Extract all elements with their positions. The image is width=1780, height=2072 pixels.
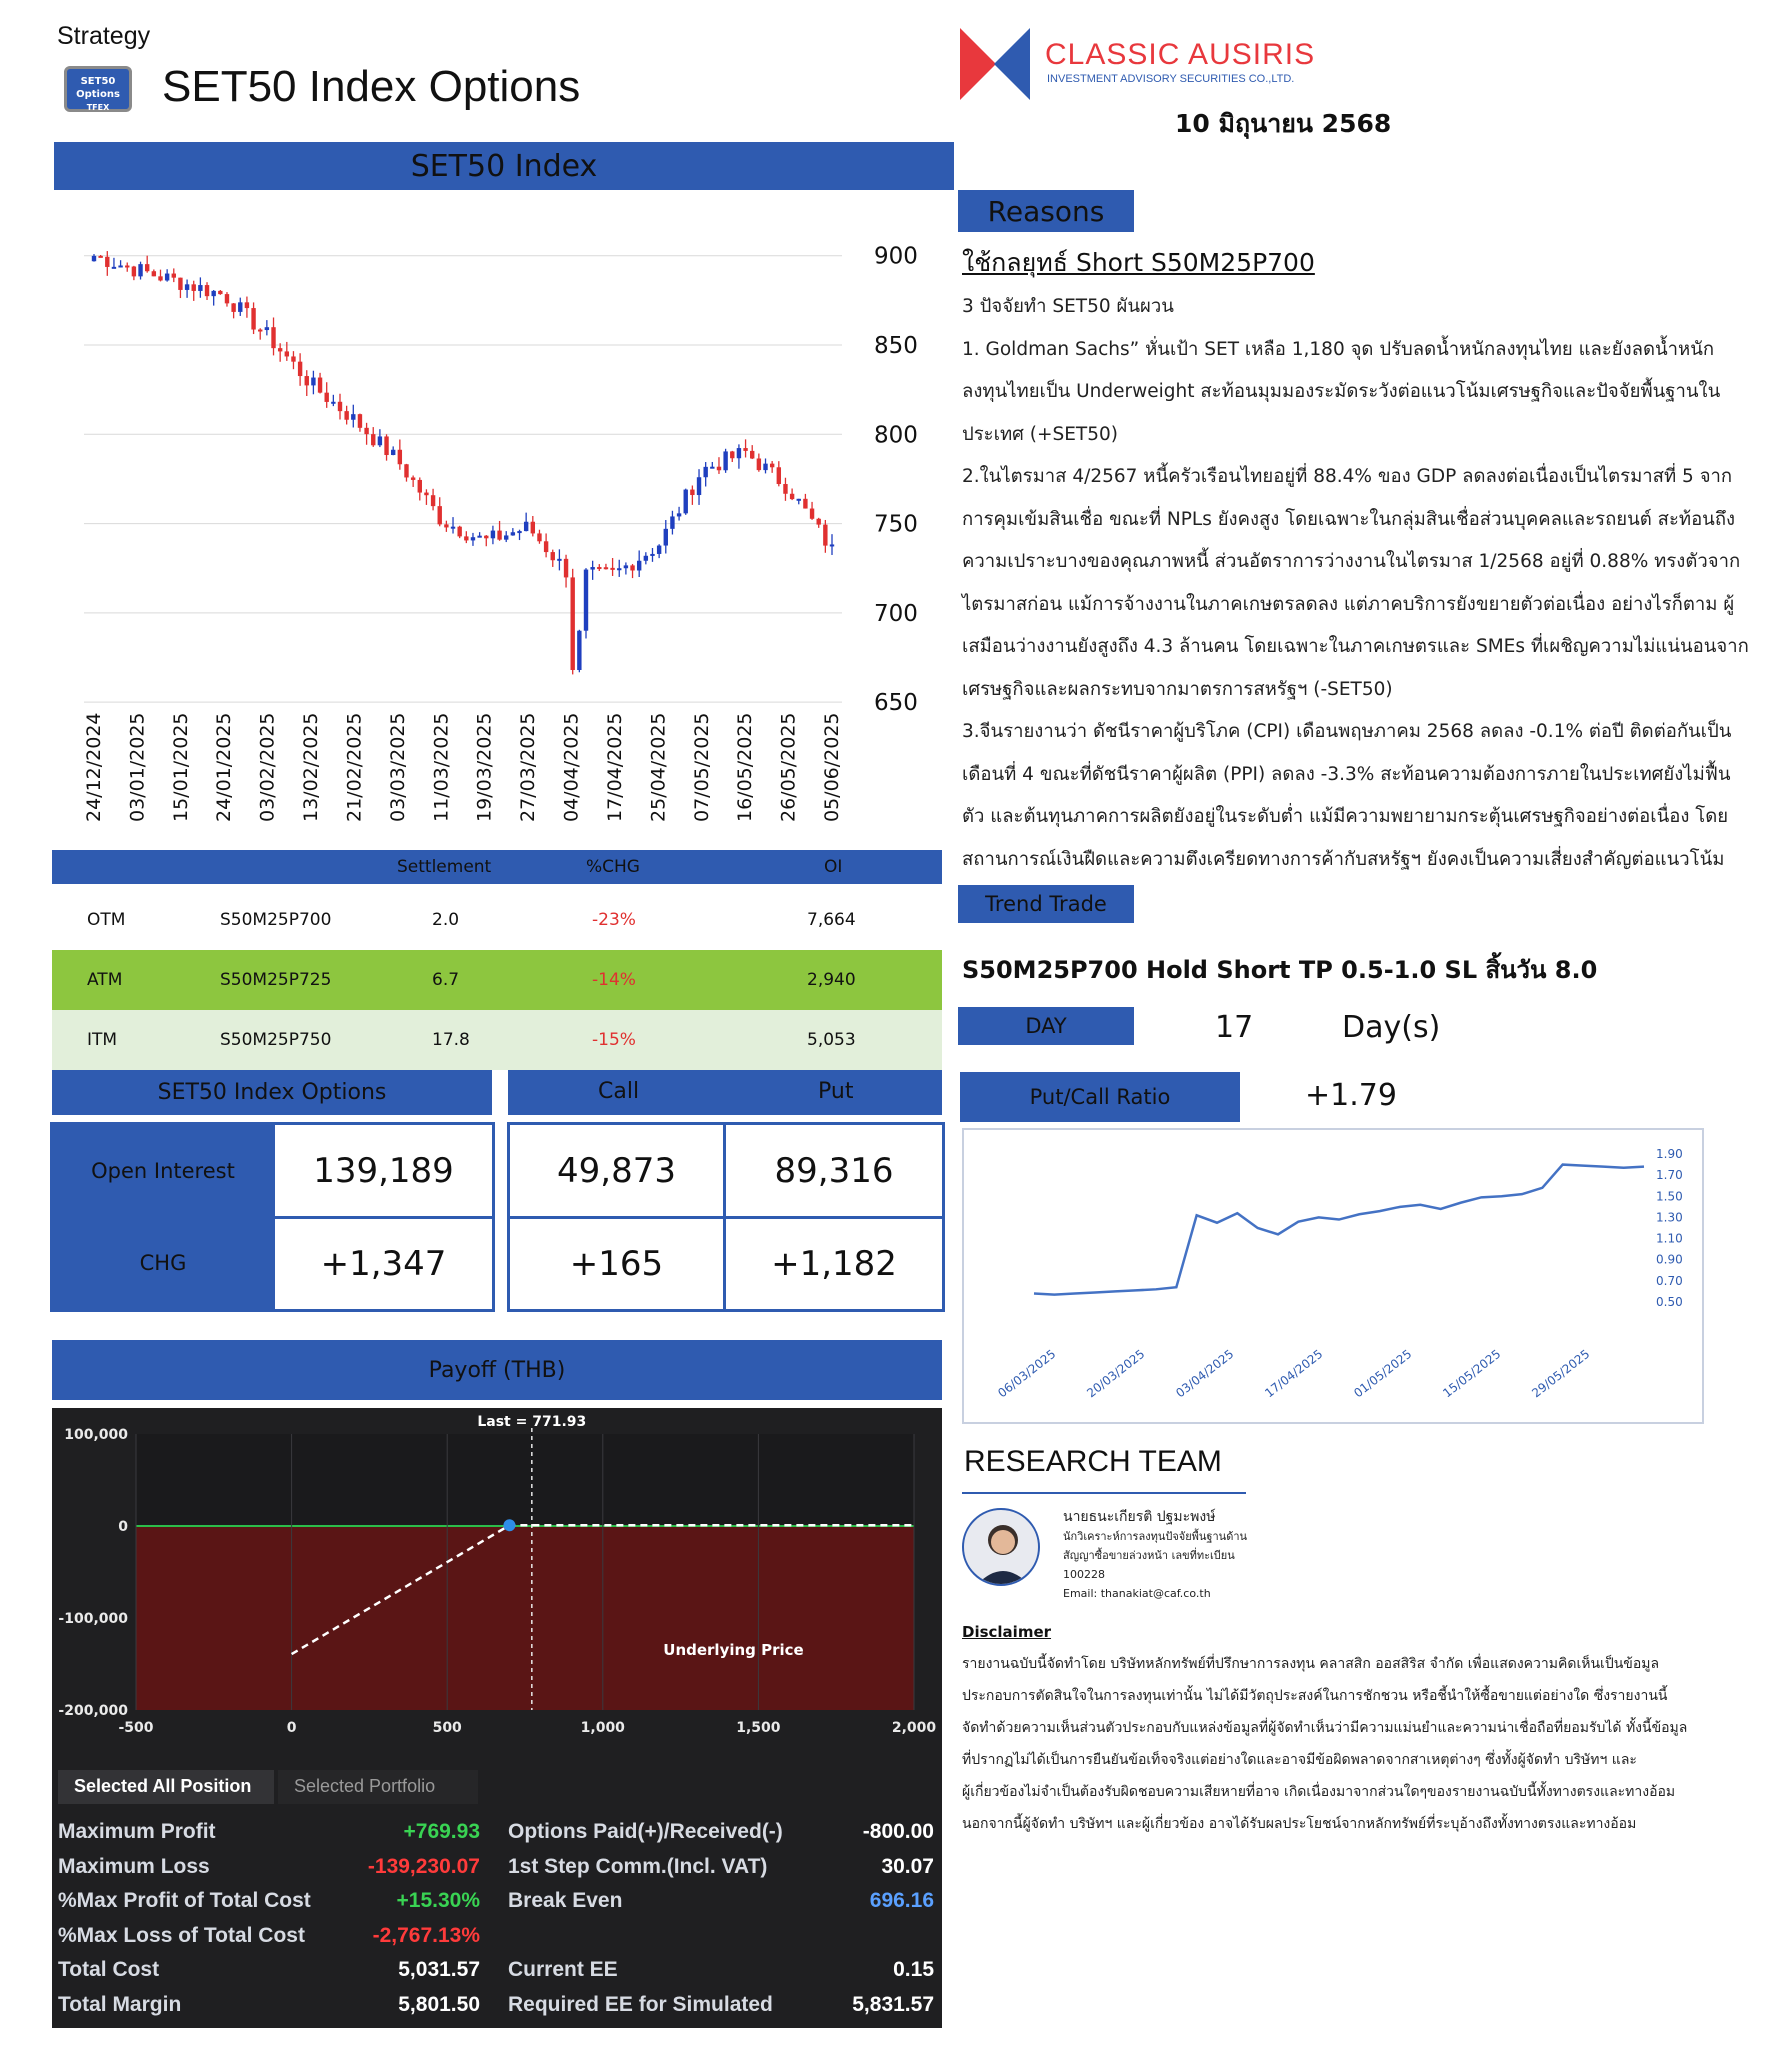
research-team-title: RESEARCH TEAM [964, 1445, 1222, 1478]
pcr-y-tick: 0.90 [1656, 1252, 1683, 1267]
x-tick-label: 07/05/2025 [690, 712, 713, 822]
candle [404, 464, 408, 482]
candle [590, 561, 594, 580]
pcr-label: Put/Call Ratio [960, 1072, 1240, 1122]
reason-line: 3.จีนรายงานว่า ดัชนีราคาผู้บริโภค (CPI) เดือนพฤษภาคม 2568 ลดลง -0.1% ต่อปี ติดต่อกันเป็น [962, 721, 1732, 742]
option-chg: -23% [592, 910, 636, 930]
candle [444, 521, 448, 532]
pcr-value: +1.79 [1305, 1078, 1397, 1113]
candle [245, 297, 249, 318]
candle [504, 531, 508, 542]
total-oi-value: 139,189 [275, 1125, 492, 1216]
payoff-y-tick: 0 [118, 1519, 128, 1535]
x-tick-label: 24/12/2024 [83, 712, 105, 822]
stat-label: Maximum Profit [58, 1820, 216, 1843]
stat-label: Total Margin [58, 1992, 182, 2016]
reasons-body [962, 286, 1762, 881]
candle [531, 516, 535, 536]
pcr-x-tick: 03/04/2025 [1173, 1346, 1237, 1401]
candle [697, 469, 701, 505]
candle [730, 451, 734, 462]
candle [557, 549, 561, 570]
option-series: S50M25P750 [220, 1030, 332, 1050]
option-series: S50M25P725 [220, 970, 332, 990]
chg-label: CHG [139, 1251, 187, 1275]
candle [471, 533, 475, 546]
disclaimer-title: Disclaimer [962, 1623, 1052, 1641]
reasons-title: Reasons [958, 190, 1134, 232]
last-price-label: Last = 771.93 [477, 1414, 587, 1430]
analyst-name: นายธนะเกียรติ ปฐมะพงษ์ [1063, 1509, 1216, 1525]
chg-header: %CHG [586, 857, 640, 877]
candle [211, 290, 215, 306]
candle [238, 298, 242, 316]
candle [723, 449, 727, 473]
candle [205, 282, 209, 300]
brand-subtitle: INVESTMENT ADVISORY SECURITIES CO.,LTD. [1047, 73, 1295, 85]
stat-value: 5,801.50 [398, 1992, 480, 2016]
candle [378, 429, 382, 447]
payoff-x-tick: -500 [118, 1720, 154, 1736]
reason-line: ประเทศ (+SET50) [962, 423, 1118, 445]
reason-line: 2.ในไตรมาส 4/2567 หนี้ครัวเรือนไทยอยู่ที่ 88.4% ของ GDP ลดลงต่อเนื่องเป็นไตรมาสที่ 5 จาก [962, 466, 1733, 487]
analyst-avatar [962, 1508, 1040, 1586]
candle [743, 439, 747, 457]
brand-logo-icon [960, 28, 1030, 100]
analyst-reg-no: 100228 [1063, 1568, 1105, 1581]
candle [664, 520, 668, 554]
x-tick-label: 27/03/2025 [517, 712, 540, 822]
strategy-label: Strategy [57, 22, 151, 50]
candle [630, 564, 634, 578]
person-icon [964, 1510, 1040, 1586]
call-chg-value: +165 [510, 1219, 723, 1309]
candle [604, 564, 608, 570]
candle [225, 292, 229, 307]
pcr-y-tick: 1.90 [1656, 1147, 1683, 1161]
candle [298, 353, 302, 386]
candle [703, 462, 707, 486]
candle [797, 499, 801, 505]
x-tick-label: 04/04/2025 [560, 712, 583, 822]
oi-header: OI [824, 857, 843, 877]
candle [384, 434, 388, 460]
candle [710, 462, 714, 469]
candle [251, 302, 255, 334]
candle [291, 351, 295, 369]
stat-label: Total Cost [58, 1958, 160, 1981]
payoff-y-tick: -100,000 [58, 1611, 128, 1627]
payoff-x-tick: 0 [286, 1720, 297, 1736]
candle [391, 446, 395, 455]
candle [817, 518, 821, 528]
disclaimer-line: ประกอบการตัดสินใจในการลงทุนเท่านั้น ไม่ได้มีวัตถุประสงค์ในการชักชวน หรือชี้นำให้ซื้อขายแต่อย่างใด ซึ่งรายงานนี้ [962, 1688, 1668, 1704]
candle [105, 251, 109, 276]
candle [524, 513, 528, 532]
payoff-x-tick: 2,000 [891, 1720, 937, 1736]
pcr-x-tick: 20/03/2025 [1084, 1346, 1148, 1401]
reason-line: เดือนที่ 4 ขณะที่ดัชนีราคาผู้ผลิต (PPI) ลดลง -3.3% สะท้อนความต้องการภายในประเทศยังไม่ฟื้น [962, 763, 1731, 785]
pcr-y-tick: 1.70 [1656, 1168, 1683, 1183]
settlement-header: Settlement [397, 857, 492, 877]
stat-value: +769.93 [403, 1820, 480, 1843]
option-chg: -15% [592, 1030, 636, 1050]
total-chg-value: +1,347 [275, 1219, 492, 1309]
strategy-text: ใช้กลยุทธ์ Short S50M25P700 [962, 248, 1315, 277]
payoff-x-tick: 500 [432, 1720, 462, 1736]
candle [371, 427, 375, 447]
candle [803, 494, 807, 509]
candle [750, 445, 754, 459]
disclaimer-line: ผู้เกี่ยวข้องไม่จำเป็นต้องรับผิดชอบความเสียหายที่อาจ เกิดเนื่องมาจากส่วนใดๆของรายงานฉบับนี้ทั้งทางตรงและทางอ้อม [962, 1784, 1676, 1800]
y-tick-label: 700 [874, 600, 918, 627]
x-tick-label: 13/02/2025 [300, 712, 323, 822]
option-type: ATM [87, 970, 123, 990]
report-date: 10 มิถุนายน 2568 [1175, 109, 1392, 138]
options-table-row [52, 950, 942, 1010]
disclaimer-line: ที่ปรากฏไม่ได้เป็นการยืนยันข้อเท็จจริงแต่อย่างใดและอาจมีข้อผิดพลาดจากสาเหตุต่างๆ ซึ่งทั้งผู้จัดทำ บริษัทฯ และ [962, 1752, 1637, 1768]
candle [777, 461, 781, 486]
candle [577, 630, 581, 672]
call-oi-value: 49,873 [510, 1125, 723, 1216]
stat-label: %Max Profit of Total Cost [58, 1889, 311, 1912]
candle [158, 270, 162, 282]
payoff-panel [52, 1408, 942, 2028]
stat-value: 30.07 [881, 1854, 934, 1878]
candle [491, 526, 495, 545]
candle [185, 279, 189, 297]
x-tick-label: 26/05/2025 [777, 712, 800, 822]
pcr-y-tick: 1.50 [1656, 1189, 1683, 1204]
candle [457, 526, 461, 538]
options-table-header [52, 850, 942, 884]
reason-line: ความเปราะบางของคุณภาพหนี้ ส่วนอัตราการว่างงานในไตรมาส 1/2568 อยู่ที่ 0.88% ทรงตัวจาก [962, 551, 1741, 572]
candle [757, 454, 761, 472]
x-tick-label: 17/04/2025 [603, 712, 626, 822]
stat-value: -2,767.13% [372, 1923, 480, 1947]
candle [610, 558, 614, 576]
candle [338, 394, 342, 420]
disclaimer-line: จัดทำด้วยความเห็นส่วนตัวประกอบกับแหล่งข้อมูลที่ผู้จัดทำเห็นว่ามีความแม่นยำและความน่าเชื่อถือที่ยอมรับได้ ทั้งนี้ข้อมูล [962, 1720, 1688, 1736]
candle [165, 269, 169, 281]
pcr-x-tick: 01/05/2025 [1351, 1346, 1415, 1401]
y-tick-label: 650 [874, 690, 918, 717]
payoff-chart [52, 1408, 942, 1768]
candle [125, 262, 129, 271]
candle [398, 439, 402, 469]
stat-label: %Max Loss of Total Cost [58, 1923, 305, 1947]
stat-value: 5,031.57 [398, 1958, 480, 1981]
stat-label: Options Paid(+)/Received(-) [508, 1820, 783, 1843]
candle [152, 269, 156, 276]
index-section-title: SET50 Index [54, 142, 954, 190]
option-oi: 7,664 [807, 910, 856, 930]
candle [218, 290, 222, 295]
put-chg-value: +1,182 [726, 1219, 942, 1309]
stat-label: Current EE [508, 1958, 618, 1981]
candle [677, 507, 681, 521]
candle [511, 528, 515, 536]
candle [790, 489, 794, 501]
reason-line: ไตรมาสก่อน แม้การจ้างงานในภาคเกษตรลดลง แต่ภาคบริการยังขยายตัวต่อเนื่อง อย่างไรก็ตาม ผู้ [962, 593, 1735, 615]
pcr-y-tick: 0.50 [1656, 1295, 1683, 1309]
reason-line: 3 ปัจจัยทำ SET50 ผันผวน [962, 296, 1174, 317]
candle [477, 532, 481, 538]
x-tick-label: 19/03/2025 [473, 712, 496, 822]
candle [364, 423, 368, 445]
pcr-chart [964, 1130, 1702, 1422]
candle [192, 281, 196, 301]
payoff-x-tick: 1,500 [736, 1720, 781, 1736]
pcr-x-tick: 15/05/2025 [1440, 1346, 1504, 1401]
candle [258, 328, 262, 339]
option-settlement: 17.8 [432, 1030, 470, 1050]
stat-value: -800.00 [862, 1820, 934, 1843]
option-chg: -14% [592, 970, 636, 990]
set50-options-logo [64, 66, 132, 112]
candle [424, 489, 428, 505]
pcr-line [1034, 1165, 1644, 1295]
x-tick-label: 03/02/2025 [256, 712, 279, 822]
x-tick-label: 21/02/2025 [343, 712, 366, 822]
candle [438, 497, 442, 526]
oi-summary-title: SET50 Index Options [52, 1070, 492, 1115]
option-type: ITM [87, 1030, 118, 1050]
candle [584, 568, 588, 638]
candle [657, 544, 661, 558]
stat-value: -139,230.07 [367, 1854, 480, 1878]
candle [358, 414, 362, 432]
candle [690, 486, 694, 505]
analyst-info [1063, 1508, 1247, 1603]
put-label: Put [818, 1079, 854, 1104]
candle [517, 530, 521, 540]
stat-label: Maximum Loss [58, 1854, 210, 1878]
pcr-chart-frame [962, 1128, 1704, 1424]
research-title-underline [962, 1492, 1246, 1494]
candle [271, 317, 275, 355]
x-tick-label: 03/01/2025 [126, 712, 149, 822]
candle [132, 266, 136, 280]
current-point-marker [503, 1519, 515, 1531]
candle [823, 520, 827, 553]
reason-line: สถานการณ์เงินฝืดและความตึงเครียดทางการค้ากับสหรัฐฯ ยังคงเป็นความเสี่ยงสำคัญต่อแนวโน้ม [962, 848, 1725, 870]
candle [231, 303, 235, 318]
candle [770, 461, 774, 473]
option-oi: 5,053 [807, 1030, 856, 1050]
day-value: 17 [1215, 1010, 1254, 1045]
day-label: DAY [958, 1007, 1134, 1045]
trend-trade-title: Trend Trade [958, 885, 1134, 923]
candle [810, 502, 814, 520]
open-interest-label: Open Interest [91, 1159, 235, 1183]
payoff-stats [52, 1808, 942, 2028]
candle [783, 478, 787, 501]
candle [198, 277, 202, 297]
y-tick-label: 850 [874, 333, 918, 359]
logo-sub: TFEX [86, 103, 110, 112]
payoff-y-tick: -200,000 [58, 1703, 128, 1719]
candle [763, 458, 767, 473]
pcr-x-tick: 17/04/2025 [1262, 1346, 1326, 1401]
y-tick-label: 750 [874, 511, 918, 538]
pcr-y-tick: 1.10 [1656, 1231, 1683, 1246]
candle [537, 530, 541, 544]
candle [311, 371, 315, 395]
reason-line: ตัว และต้นทุนภาคการผลิตยังอยู่ในระดับต่ำ แม้มีความพยายามกระตุ้นเศรษฐกิจอย่างต่อเนื่อง โดย [962, 806, 1729, 827]
x-tick-label: 16/05/2025 [734, 712, 757, 822]
set50-candlestick-chart [54, 200, 954, 840]
x-tick-label: 15/01/2025 [169, 712, 192, 822]
x-tick-label: 25/04/2025 [647, 712, 670, 822]
option-type: OTM [87, 910, 126, 930]
candle [650, 548, 654, 562]
disclaimer-line: รายงานฉบับนี้จัดทำโดย บริษัทหลักทรัพย์ที่ปรึกษาการลงทุน คลาสสิก ออสสิริส จำกัด เพื่อแสดงความคิดเห็นเป็นข้อมูล [962, 1656, 1660, 1672]
candle [564, 555, 568, 588]
candle [571, 569, 575, 675]
stat-label: Break Even [508, 1889, 623, 1912]
x-tick-label: 05/06/2025 [821, 712, 843, 822]
candle [624, 562, 628, 574]
x-tick-label: 03/03/2025 [386, 712, 409, 822]
analyst-role-2: สัญญาซื้อขายล่วงหน้า เลขที่ทะเบียน [1063, 1549, 1235, 1562]
stat-label: 1st Step Comm.(Incl. VAT) [508, 1854, 768, 1878]
reason-line: การคุมเข้มสินเชื่อ ขณะที่ NPLs ยังคงสูง โดยเฉพาะในกลุ่มสินเชื่อส่วนบุคคลและรถยนต์ สะท้อนถึง [962, 508, 1736, 530]
candle [278, 343, 282, 362]
reason-line: 1. Goldman Sachs” หั่นเป้า SET เหลือ 1,180 จุด ปรับลดน้ำหนักลงทุนไทย และยังลดน้ำหนัก [962, 338, 1715, 360]
candle [112, 258, 116, 269]
options-table-row [52, 890, 942, 950]
candle [737, 444, 741, 468]
candle [411, 475, 415, 486]
candle [172, 268, 176, 282]
day-unit: Day(s) [1342, 1010, 1441, 1045]
y-tick-label: 900 [874, 243, 918, 270]
x-tick-label: 11/03/2025 [430, 712, 453, 822]
call-put-box [507, 1122, 945, 1312]
underlying-price-label: Underlying Price [663, 1640, 804, 1659]
candle [684, 489, 688, 515]
option-settlement: 2.0 [432, 910, 460, 930]
candle [670, 511, 674, 535]
candle [431, 489, 435, 511]
disclaimer-body [962, 1648, 1752, 1840]
pcr-x-tick: 29/05/2025 [1529, 1346, 1593, 1401]
candle [637, 550, 641, 577]
profit-region [136, 1434, 914, 1526]
disclaimer-line: นอกจากนี้ผู้จัดทำ บริษัทฯ และผู้เกี่ยวข้อง อาจได้รับผลประโยชน์จากหลักทรัพย์ที่ระบุอ้างถึงทั้งทางตรงและทางอ้อม [962, 1816, 1637, 1832]
stat-value: +15.30% [396, 1889, 480, 1912]
candle [145, 256, 149, 273]
y-tick-label: 800 [874, 422, 918, 449]
candle [331, 395, 335, 406]
loss-region [136, 1526, 914, 1710]
brand-logo [960, 28, 1030, 100]
options-table-row [52, 1010, 942, 1070]
candle [464, 531, 468, 543]
candle [418, 477, 422, 500]
call-label: Call [598, 1079, 640, 1104]
candle [138, 262, 142, 280]
stat-value: 696.16 [869, 1889, 934, 1912]
candle [617, 560, 621, 577]
candle [344, 406, 348, 425]
candle [118, 260, 122, 267]
pcr-y-tick: 0.70 [1656, 1273, 1683, 1288]
brand-name: CLASSIC AUSIRIS [1045, 38, 1316, 71]
tab-selected-portfolio[interactable]: Selected Portfolio [278, 1770, 478, 1804]
stat-value: 0.15 [893, 1958, 934, 1981]
candle [305, 370, 309, 396]
reason-line: เสมือนว่างงานยังสูงถึง 4.3 ล้านคน โดยเฉพาะในภาคเกษตรและ SMEs ที่เผชิญความไม่แน่นอนจาก [962, 636, 1749, 657]
stat-value: 5,831.57 [852, 1992, 934, 2016]
oi-total-box [50, 1122, 495, 1312]
logo-text: SET50 Options [76, 76, 120, 100]
candle [551, 550, 555, 567]
option-settlement: 6.7 [432, 970, 460, 990]
page-title: SET50 Index Options [162, 62, 581, 111]
candle [178, 278, 182, 298]
pcr-y-tick: 1.30 [1656, 1210, 1683, 1225]
candle [717, 457, 721, 474]
payoff-y-tick: 100,000 [64, 1427, 128, 1443]
candle [830, 534, 834, 555]
put-oi-value: 89,316 [726, 1125, 942, 1216]
tab-selected-all-position[interactable]: Selected All Position [58, 1770, 274, 1804]
candle [597, 564, 601, 571]
candle [92, 254, 96, 262]
candle [544, 533, 548, 557]
trend-trade-plan: S50M25P700 Hold Short TP 0.5-1.0 SL สิ้นวัน 8.0 [962, 956, 1598, 984]
option-oi: 2,940 [807, 970, 856, 990]
candle [318, 373, 322, 394]
analyst-email: Email: thanakiat@caf.co.th [1063, 1587, 1211, 1600]
candle [265, 320, 269, 335]
call-put-header [508, 1070, 942, 1115]
payoff-x-tick: 1,000 [580, 1720, 625, 1736]
analyst-role-1: นักวิเคราะห์การลงทุนปัจจัยพื้นฐานด้าน [1063, 1530, 1248, 1543]
payoff-title: Payoff (THB) [52, 1340, 942, 1400]
reason-line: เศรษฐกิจและผลกระทบจากมาตรการสหรัฐฯ (-SET50) [962, 678, 1393, 700]
x-tick-label: 24/01/2025 [213, 712, 236, 822]
candle [351, 405, 355, 428]
candle [451, 517, 455, 533]
candle [325, 382, 329, 408]
candle [644, 552, 648, 564]
pcr-x-tick: 06/03/2025 [995, 1346, 1059, 1401]
stat-label: Required EE for Simulated [508, 1992, 773, 2016]
option-series: S50M25P700 [220, 910, 332, 930]
candle [484, 535, 488, 546]
reason-line: ลงทุนไทยเป็น Underweight สะท้อนมุมมองระมัดระวังต่อแนวโน้มเศรษฐกิจและปัจจัยพื้นฐานใน [962, 381, 1721, 402]
